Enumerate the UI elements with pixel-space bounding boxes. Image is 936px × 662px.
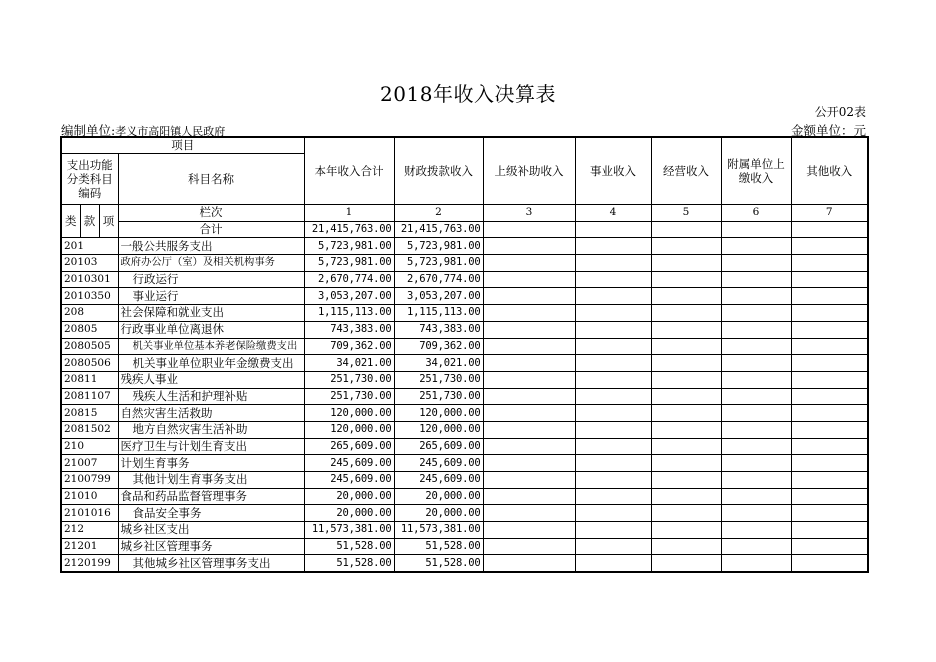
row-value-4 [575,488,651,505]
row-value-6 [721,255,791,272]
col-number-5: 5 [651,205,721,222]
table-row [61,255,868,272]
total-row [61,221,868,238]
row-code: 21201 [61,538,118,555]
row-value-6 [721,321,791,338]
row-value-3 [483,488,575,505]
row-value-6 [721,305,791,322]
row-value-1: 5,723,981.00 [304,255,394,272]
row-value-1: 5,723,981.00 [304,238,394,255]
row-code: 2010301 [61,271,118,288]
row-value-4 [575,472,651,489]
row-value-6 [721,488,791,505]
row-value-5 [651,455,721,472]
lei-header: 类 [61,205,80,238]
row-value-2: 743,383.00 [394,321,483,338]
row-code: 2010350 [61,288,118,305]
project-header: 项目 [61,137,304,154]
table-row [61,438,868,455]
row-value-1: 120,000.00 [304,405,394,422]
row-value-7 [791,405,868,422]
total-value-2: 21,415,763.00 [394,221,483,238]
row-value-7 [791,238,868,255]
row-value-4 [575,421,651,438]
row-value-3 [483,438,575,455]
row-value-3 [483,555,575,572]
row-value-4 [575,238,651,255]
form-number: 公开02表 [814,105,866,119]
row-value-4 [575,255,651,272]
row-value-5 [651,538,721,555]
row-value-2: 5,723,981.00 [394,255,483,272]
row-value-2: 20,000.00 [394,488,483,505]
row-value-3 [483,288,575,305]
table-row [61,538,868,555]
row-code: 21007 [61,455,118,472]
row-value-2: 245,609.00 [394,472,483,489]
row-value-1: 51,528.00 [304,538,394,555]
row-value-5 [651,288,721,305]
row-value-1: 34,021.00 [304,355,394,372]
row-value-2: 2,670,774.00 [394,271,483,288]
row-value-5 [651,522,721,539]
row-code: 201 [61,238,118,255]
row-subject-name: 行政运行 [118,271,304,288]
row-code: 2120199 [61,555,118,572]
table-row [61,555,868,572]
table-row [61,338,868,355]
row-value-5 [651,421,721,438]
row-value-7 [791,421,868,438]
subject-name-header: 科目名称 [118,154,304,205]
total-label: 合计 [118,221,304,238]
col-number-1: 1 [304,205,394,222]
row-value-7 [791,505,868,522]
row-value-1: 3,053,207.00 [304,288,394,305]
row-value-1: 120,000.00 [304,421,394,438]
header-row-order [61,205,868,222]
col-header-7: 其他收入 [791,137,868,205]
row-value-6 [721,271,791,288]
row-value-4 [575,455,651,472]
row-value-1: 709,362.00 [304,338,394,355]
row-code: 2081107 [61,388,118,405]
row-value-6 [721,355,791,372]
table-row [61,305,868,322]
row-value-5 [651,238,721,255]
row-value-2: 20,000.00 [394,505,483,522]
row-value-3 [483,271,575,288]
row-value-2: 120,000.00 [394,405,483,422]
total-value-1: 21,415,763.00 [304,221,394,238]
col-header-2: 财政拨款收入 [394,137,483,205]
row-value-7 [791,355,868,372]
row-subject-name: 食品安全事务 [118,505,304,522]
row-value-1: 245,609.00 [304,472,394,489]
row-value-7 [791,338,868,355]
row-subject-name: 医疗卫生与计划生育支出 [118,438,304,455]
header-row-project [61,137,868,154]
table-row [61,288,868,305]
row-value-1: 251,730.00 [304,371,394,388]
row-value-4 [575,338,651,355]
col-number-3: 3 [483,205,575,222]
row-value-1: 11,573,381.00 [304,522,394,539]
row-value-4 [575,271,651,288]
col-number-2: 2 [394,205,483,222]
row-value-2: 3,053,207.00 [394,288,483,305]
row-value-7 [791,288,868,305]
row-code: 2081502 [61,421,118,438]
row-value-4 [575,355,651,372]
row-value-5 [651,371,721,388]
report-title: 2018年收入决算表 [380,82,556,106]
row-value-5 [651,305,721,322]
col-header-5: 经营收入 [651,137,721,205]
row-subject-name: 城乡社区管理事务 [118,538,304,555]
row-value-5 [651,555,721,572]
row-value-4 [575,555,651,572]
row-value-6 [721,505,791,522]
row-value-1: 743,383.00 [304,321,394,338]
row-value-2: 51,528.00 [394,538,483,555]
row-value-6 [721,338,791,355]
row-subject-name: 事业运行 [118,288,304,305]
row-value-6 [721,388,791,405]
col-header-6: 附属单位上缴收入 [721,137,791,205]
row-value-3 [483,305,575,322]
row-value-4 [575,405,651,422]
table-row [61,321,868,338]
table-row [61,522,868,539]
row-value-6 [721,472,791,489]
row-value-5 [651,255,721,272]
row-value-6 [721,438,791,455]
row-subject-name: 自然灾害生活救助 [118,405,304,422]
row-value-1: 1,115,113.00 [304,305,394,322]
row-value-7 [791,255,868,272]
row-value-4 [575,305,651,322]
row-value-5 [651,405,721,422]
row-value-2: 5,723,981.00 [394,238,483,255]
row-code: 210 [61,438,118,455]
row-value-3 [483,455,575,472]
row-subject-name: 城乡社区支出 [118,522,304,539]
row-value-6 [721,455,791,472]
row-value-4 [575,288,651,305]
row-subject-name: 其他城乡社区管理事务支出 [118,555,304,572]
row-subject-name: 残疾人生活和护理补贴 [118,388,304,405]
row-value-3 [483,238,575,255]
table-row [61,421,868,438]
row-value-1: 2,670,774.00 [304,271,394,288]
row-value-5 [651,271,721,288]
row-value-6 [721,371,791,388]
row-code: 208 [61,305,118,322]
col-header-4: 事业收入 [575,137,651,205]
row-value-2: 34,021.00 [394,355,483,372]
row-code: 20103 [61,255,118,272]
row-subject-name: 一般公共服务支出 [118,238,304,255]
row-value-2: 251,730.00 [394,371,483,388]
compiling-unit-name: 孝义市高阳镇人民政府 [115,125,226,138]
row-subject-name: 行政事业单位离退休 [118,321,304,338]
total-value-5 [651,221,721,238]
row-value-3 [483,371,575,388]
row-value-3 [483,405,575,422]
compiling-unit-label: 编制单位: [61,123,116,138]
row-value-6 [721,555,791,572]
total-value-7 [791,221,868,238]
row-value-5 [651,472,721,489]
row-value-4 [575,538,651,555]
table-row [61,488,868,505]
row-code: 2101016 [61,505,118,522]
row-value-4 [575,388,651,405]
row-value-7 [791,271,868,288]
row-value-7 [791,388,868,405]
total-value-3 [483,221,575,238]
row-value-2: 245,609.00 [394,455,483,472]
row-value-3 [483,421,575,438]
row-value-7 [791,538,868,555]
row-value-4 [575,522,651,539]
col-number-4: 4 [575,205,651,222]
row-value-1: 51,528.00 [304,555,394,572]
row-value-2: 120,000.00 [394,421,483,438]
row-value-3 [483,538,575,555]
row-value-6 [721,288,791,305]
row-value-7 [791,321,868,338]
row-value-3 [483,338,575,355]
row-value-4 [575,371,651,388]
row-value-3 [483,522,575,539]
row-value-3 [483,472,575,489]
xiang-header: 项 [99,205,118,238]
row-value-4 [575,505,651,522]
row-value-5 [651,505,721,522]
row-value-2: 265,609.00 [394,438,483,455]
row-subject-name: 其他计划生育事务支出 [118,472,304,489]
total-value-6 [721,221,791,238]
row-value-2: 251,730.00 [394,388,483,405]
row-value-6 [721,405,791,422]
row-code: 20815 [61,405,118,422]
col-header-1: 本年收入合计 [304,137,394,205]
row-value-4 [575,438,651,455]
row-value-3 [483,388,575,405]
table-row [61,355,868,372]
row-subject-name: 社会保障和就业支出 [118,305,304,322]
row-value-7 [791,305,868,322]
amount-unit: 金额单位：元 [790,123,866,138]
row-value-5 [651,355,721,372]
row-value-2: 11,573,381.00 [394,522,483,539]
row-value-7 [791,455,868,472]
col-header-3: 上级补助收入 [483,137,575,205]
table-row [61,271,868,288]
row-value-1: 245,609.00 [304,455,394,472]
row-value-6 [721,538,791,555]
row-value-1: 20,000.00 [304,488,394,505]
row-subject-name: 机关事业单位基本养老保险缴费支出 [118,338,304,355]
row-value-3 [483,255,575,272]
row-value-7 [791,488,868,505]
row-value-7 [791,522,868,539]
table-row [61,388,868,405]
row-value-5 [651,388,721,405]
row-value-7 [791,472,868,489]
row-value-1: 265,609.00 [304,438,394,455]
row-value-5 [651,488,721,505]
table-body [61,137,868,572]
table-row [61,472,868,489]
row-value-5 [651,338,721,355]
total-value-4 [575,221,651,238]
row-code: 20811 [61,371,118,388]
row-value-7 [791,555,868,572]
row-code: 212 [61,522,118,539]
row-value-3 [483,321,575,338]
table-row [61,238,868,255]
column-order-label: 栏次 [118,205,304,222]
table-row [61,405,868,422]
row-code: 2100799 [61,472,118,489]
table-row [61,371,868,388]
row-code: 2080506 [61,355,118,372]
row-value-3 [483,505,575,522]
row-value-5 [651,438,721,455]
row-value-6 [721,238,791,255]
row-code: 21010 [61,488,118,505]
row-value-3 [483,355,575,372]
kuan-header: 款 [80,205,99,238]
table-row [61,455,868,472]
row-subject-name: 残疾人事业 [118,371,304,388]
row-value-5 [651,321,721,338]
row-subject-name: 机关事业单位职业年金缴费支出 [118,355,304,372]
col-number-7: 7 [791,205,868,222]
row-subject-name: 地方自然灾害生活补助 [118,421,304,438]
row-value-4 [575,321,651,338]
row-value-1: 251,730.00 [304,388,394,405]
row-code: 20805 [61,321,118,338]
code-group-header: 支出功能分类科目编码 [61,154,118,205]
row-subject-name: 计划生育事务 [118,455,304,472]
row-value-2: 709,362.00 [394,338,483,355]
row-value-2: 1,115,113.00 [394,305,483,322]
row-value-1: 20,000.00 [304,505,394,522]
row-subject-name: 食品和药品监督管理事务 [118,488,304,505]
col-number-6: 6 [721,205,791,222]
row-subject-name: 政府办公厅（室）及相关机构事务 [118,255,304,272]
table-row [61,505,868,522]
row-value-6 [721,522,791,539]
row-value-6 [721,421,791,438]
row-value-7 [791,371,868,388]
income-report-table [60,136,869,573]
row-code: 2080505 [61,338,118,355]
row-value-2: 51,528.00 [394,555,483,572]
row-value-7 [791,438,868,455]
